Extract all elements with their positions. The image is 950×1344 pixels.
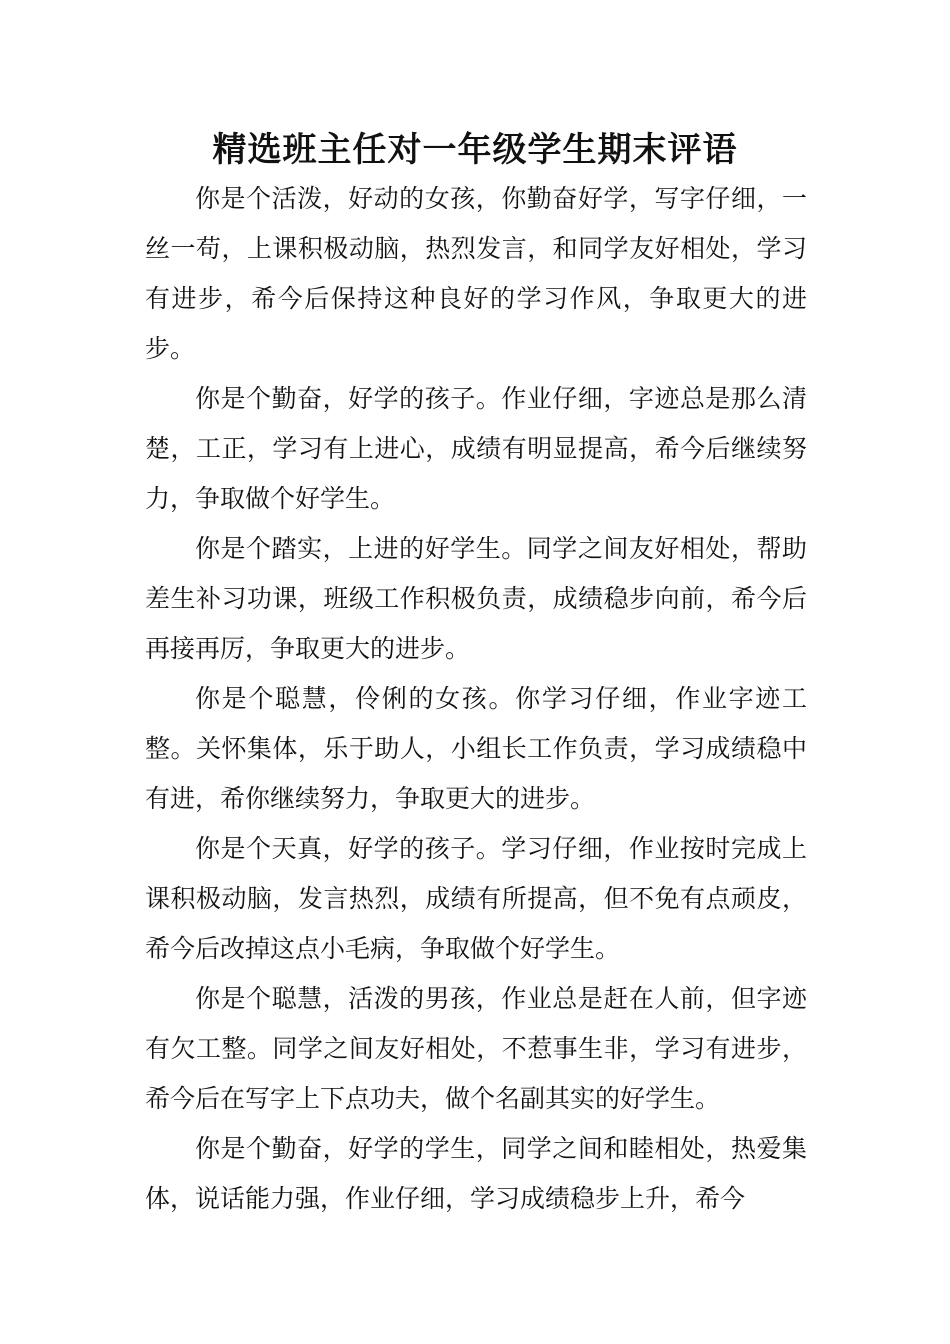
paragraph: 你是个勤奋，好学的学生，同学之间和睦相处，热爱集体，说话能力强，作业仔细，学习成绩稳步上升，希今	[145, 1134, 807, 1213]
paragraph: 你是个聪慧，伶俐的女孩。你学习仔细，作业字迹工整。关怀集体，乐于助人，小组长工作负责，学习成绩稳中有进，希你继续努力，争取更大的进步。	[145, 684, 807, 813]
document-title: 精选班主任对一年级学生期末评语	[212, 130, 738, 170]
paragraph: 你是个天真，好学的孩子。学习仔细，作业按时完成上课积极动脑，发言热烈，成绩有所提高，但不免有点顽皮，希今后改掉这点小毛病，争取做个好学生。	[145, 834, 807, 963]
paragraph: 你是个勤奋，好学的孩子。作业仔细，字迹总是那么清楚，工正，学习有上进心，成绩有明显提高，希今后继续努力，争取做个好学生。	[145, 384, 807, 513]
document-body	[145, 174, 807, 1224]
paragraph: 你是个活泼，好动的女孩，你勤奋好学，写字仔细，一丝一苟，上课积极动脑，热烈发言，和同学友好相处，学习有进步，希今后保持这种良好的学习作风，争取更大的进步。	[145, 184, 807, 363]
paragraph: 你是个聪慧，活泼的男孩，作业总是赶在人前，但字迹有欠工整。同学之间友好相处，不惹事生非，学习有进步，希今后在写字上下点功夫，做个名副其实的好学生。	[145, 984, 807, 1113]
paragraph: 你是个踏实，上进的好学生。同学之间友好相处，帮助差生补习功课，班级工作积极负责，成绩稳步向前，希今后再接再厉，争取更大的进步。	[145, 534, 807, 663]
